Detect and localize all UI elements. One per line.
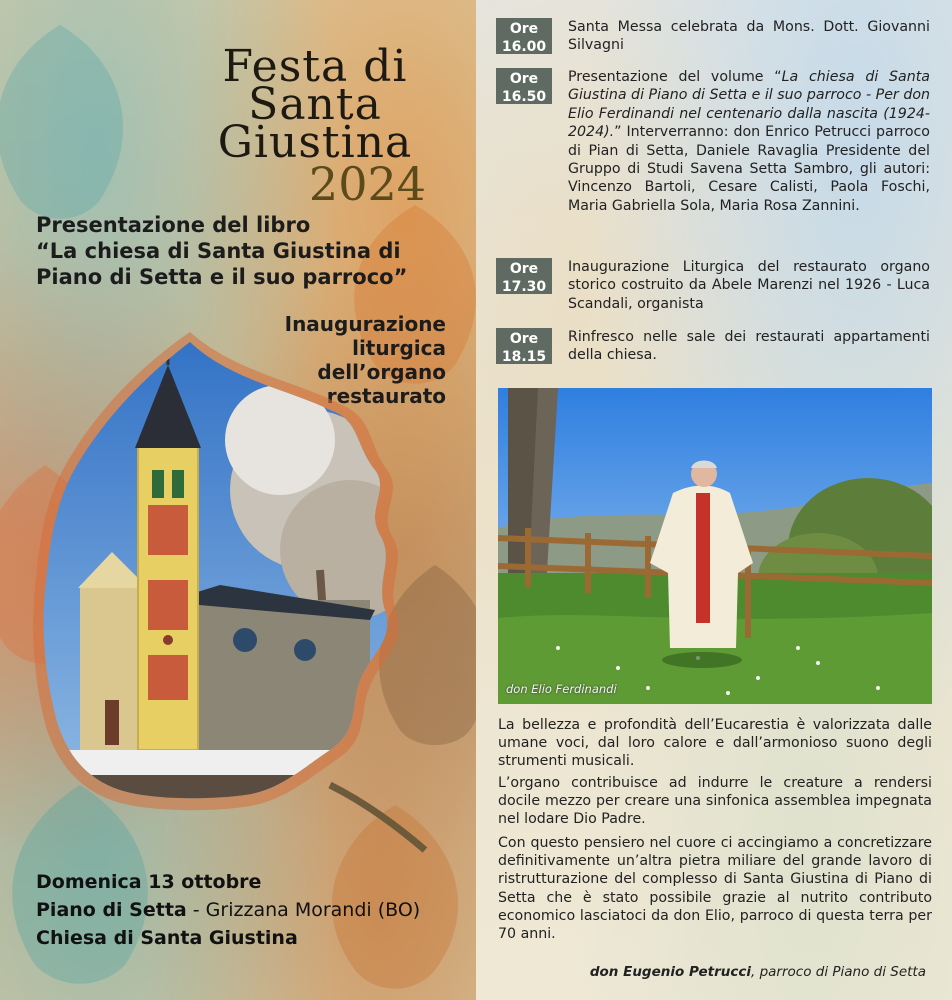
desc-text: Presentazione del volume “: [568, 69, 782, 85]
time-value: 16.50: [501, 89, 547, 105]
schedule-item: [496, 258, 936, 313]
inaug-line-3: dell’organo: [317, 360, 446, 384]
event-info: [36, 868, 456, 952]
right-panel: [476, 0, 952, 1000]
priest-photo-image: [498, 388, 932, 704]
event-place-name: Piano di Setta: [36, 899, 187, 921]
time-value: 18.15: [501, 349, 547, 365]
book-line-1: Presentazione del libro: [36, 213, 311, 237]
title-line-3: Giustina: [217, 117, 413, 168]
title-line-1: Festa di: [222, 41, 408, 92]
leaf-decoration-icon: [0, 20, 150, 240]
paragraph-3: Con questo pensiero nel cuore ci accingiamo a concretizzare definitivamente un’altra pietra miliare del grande lavoro di ristrutturazione del complesso di Santa Giustina di Piano di Setta che è stato possibile grazie al nutrito contributo economico lasciatoci da don Elio, parroco di questa terra per 70 anni.: [498, 835, 932, 943]
event-place: [36, 896, 456, 924]
title-line-2: Santa: [248, 79, 382, 130]
time-value: 17.30: [501, 279, 547, 295]
inaug-line-4: restaurato: [326, 384, 446, 408]
signature-name: don Eugenio Petrucci: [589, 964, 751, 980]
schedule-description: Santa Messa celebrata da Mons. Dott. Giovanni Silvagni: [568, 19, 930, 54]
schedule-item: [496, 18, 936, 55]
event-place-locality: - Grizzana Morandi (BO): [186, 899, 421, 921]
desc-text: ” Interverranno: don Enrico Petrucci parroco di Pian di Setta, Daniele Ravaglia Presidente del Gruppo di Studi Savena Setta Sambro, gli autori: Vincenzo Bartoli, Cesare Calisti, Paola Foschi, Maria Gabriella Sola, Maria Rosa Zannini.: [568, 124, 930, 214]
book-line-3: Piano di Setta e il suo parroco”: [36, 265, 408, 289]
time-label: Ore: [509, 71, 539, 87]
photo-caption: don Elio Ferdinandi: [506, 682, 617, 696]
paragraph-2: L’organo contribuisce ad indurre le creature a rendersi docile mezzo per creare una sinfonica assemblea impegnata nel lodare Dio Padre.: [498, 775, 932, 828]
book-presentation: [36, 212, 456, 290]
time-badge: [496, 258, 552, 294]
event-date: Domenica 13 ottobre: [36, 871, 262, 893]
signature: [590, 964, 926, 980]
time-value: 16.00: [501, 39, 547, 55]
time-badge: [496, 68, 552, 104]
schedule-item: [496, 328, 936, 365]
schedule-description: Inaugurazione Liturgica del restaurato organo storico costruito da Abele Marenzi nel 1926 - Luca Scandali, organista: [568, 259, 930, 312]
signature-role: , parroco di Piano di Setta: [751, 964, 926, 980]
schedule-description: [568, 68, 930, 215]
time-label: Ore: [509, 261, 539, 277]
inaug-line-2: liturgica: [352, 336, 446, 360]
schedule-item: [496, 68, 936, 215]
inaug-line-1: Inaugurazione: [284, 312, 446, 336]
time-badge: [496, 18, 552, 54]
event-title: [180, 41, 450, 211]
time-badge: [496, 328, 552, 364]
priest-photo: [498, 388, 932, 704]
title-year: 2024: [308, 157, 426, 211]
event-church: Chiesa di Santa Giustina: [36, 927, 298, 949]
time-label: Ore: [509, 21, 539, 37]
schedule-description: Rinfresco nelle sale dei restaurati appartamenti della chiesa.: [568, 329, 930, 364]
paragraph-1: La bellezza e profondità dell’Eucarestia è valorizzata dalle umane voci, dal loro calore e dall’armonioso suono degli strumenti musicali.: [498, 717, 932, 770]
book-title: La chiesa di Santa Giustina di Piano di Setta e il suo parroco - Per don Elio Ferdinandi nel centenario dalla nascita (1924-2024).: [568, 69, 930, 141]
church-leaf-photo: [30, 320, 450, 860]
time-label: Ore: [509, 331, 539, 347]
book-line-2: “La chiesa di Santa Giustina di: [36, 239, 401, 263]
